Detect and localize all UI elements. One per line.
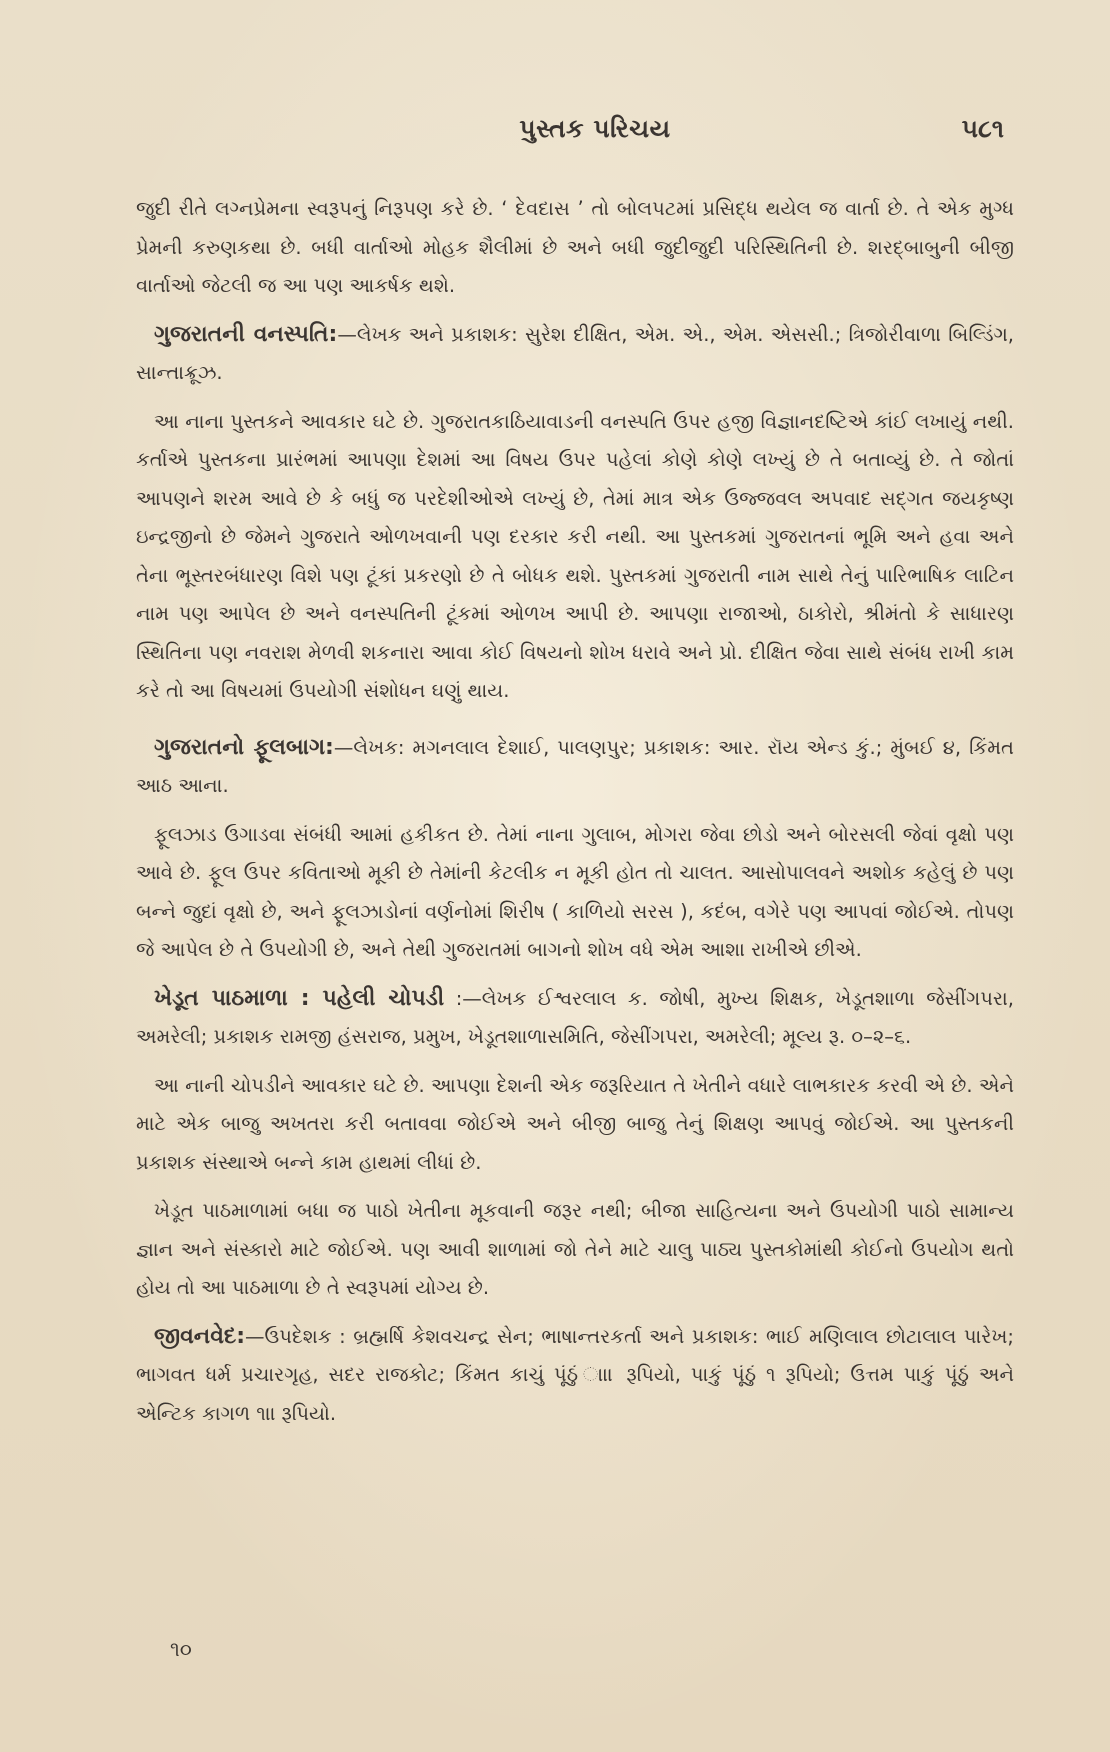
entry-meta: —લેખક અને પ્રકાશક: સુરેશ દીક્ષિત, એમ. એ., એમ. એસસી.; ત્રિજોરીવાળા બિલ્ડિંગ, સાન્તાક્રૂઝ. xyxy=(136,322,1015,384)
paragraph-review: ખેડૂત પાઠમાળામાં બધા જ પાઠો ખેતીના મૂકવાની જરૂર નથી; બીજા સાહિત્યના અને ઉપયોગી પાઠો સામાન્ય જ્ઞાન અને સંસ્કારો માટે જોઈએ. પણ આવી શાળામાં જો તેને માટે ચાલુ પાઠ્ય પુસ્તકોમાંથી કોઈનો ઉપયોગ થતો હોય તો આ પાઠમાળા છે તે સ્વરૂપમાં યોગ્ય છે. xyxy=(136,1199,1014,1299)
entry-title: ખેડૂત પાઠમાળા : પહેલી ચોપડી xyxy=(154,985,445,1011)
paragraph-review: ફૂલઝાડ ઉગાડવા સંબંધી આમાં હકીકત છે. તેમાં નાના ગુલાબ, મોગરા જેવા છોડો અને બોરસલી જેવાં વૃક્ષો પણ આવે છે. ફૂલ ઉપર કવિતાઓ મૂકી છે તેમાંની કેટલીક ન મૂકી હોત તો ચાલત. આસોપાલવને અશોક કહેલું છે પણ બન્ને જુદાં વૃક્ષો છે, અને ફૂલઝાડોનાં વર્ણનોમાં શિરીષ ( કાળિયો સરસ ), કદંબ, વગેરે પણ આપવાં જોઈએ. તોપણ જે આપેલ છે તે ઉપયોગી છે, અને તેથી ગુજરાતમાં બાગનો શોખ વધે એમ આશા રાખીએ છીએ. xyxy=(136,822,1014,961)
entry-title: જીવનવેદ: xyxy=(154,1323,245,1349)
entry-meta: —લેખક: મગનલાલ દેશાઈ, પાલણપુર; પ્રકાશક: આર. રૉય એન્ડ કું.; મુંબઈ ૪, કિંમત આઠ આના. xyxy=(136,735,1014,797)
entry-vanaspati xyxy=(136,316,1014,393)
running-head: પુસ્તક પરિચય xyxy=(519,114,671,143)
entry-khedut-pathmala xyxy=(136,980,1014,1057)
entry-meta: —ઉપદેશક : બ્રહ્મર્ષિ કેશવચન્દ્ર સેન; ભાષાન્તરકર્તા અને પ્રકાશક: ભાઈ મણિલાલ છોટાલાલ પારેખ; ભાગવત ધર્મ પ્રચારગૃહ, સદર રાજકોટ; કિંમત કાચું પૂંઠું ાાા રૂપિયો, પાકું પૂંઠું ૧ રૂપિયો; ઉત્તમ પાકું પૂંઠું અને એન્ટિક કાગળ ૧ાા રૂપિયો. xyxy=(136,1324,1014,1425)
entry-phoolbaag xyxy=(136,729,1014,806)
page-header xyxy=(136,114,1014,154)
paragraph-continuation: જુદી રીતે લગ્નપ્રેમના સ્વરૂપનું નિરૂપણ કરે છે. ‘ દેવદાસ ’ તો બોલપટમાં પ્રસિદ્ધ થયેલ જ વાર્તા છે. તે એક મુગ્ધ પ્રેમની કરુણકથા છે. બધી વાર્તાઓ મોહક શૈલીમાં છે અને બધી જુદીજુદી પરિસ્થિતિની છે. શરદ્બાબુની બીજી વાર્તાઓ જેટલી જ આ પણ આકર્ષક થશે. xyxy=(136,197,1014,297)
paragraph-review: આ નાના પુસ્તકને આવકાર ઘટે છે. ગુજરાતકાઠિયાવાડની વનસ્પતિ ઉપર હજી વિજ્ઞાનદષ્ટિએ કાંઈ લખાયું નથી. કર્તાએ પુસ્તકના પ્રારંભમાં આપણા દેશમાં આ વિષય ઉપર પહેલાં કોણે કોણે લખ્યું છે તે બતાવ્યું છે. તે જોતાં આપણને શરમ આવે છે કે બધું જ પરદેશીઓએ લખ્યું છે, તેમાં માત્ર એક ઉજ્જવલ અપવાદ સદ્ગત જયકૃષ્ણ ઇન્દ્રજીનો છે જેમને ગુજરાતે ઓળખવાની પણ દરકાર કરી નથી. આ પુસ્તકમાં ગુજરાતનાં ભૂમિ અને હવા અને તેના ભૂસ્તરબંધારણ વિશે પણ ટૂંકાં પ્રકરણો છે તે બોધક થશે. પુસ્તકમાં ગુજરાતી નામ સાથે તેનું પારિભાષિક લાટિન નામ પણ આપેલ છે અને વનસ્પતિની ટૂંકમાં ઓળખ આપી છે. આપણા રાજાઓ, ઠાકોરો, શ્રીમંતો કે સાધારણ સ્થિતિના પણ નવરાશ મેળવી શકનારા આવા કોઈ વિષયનો શોખ ધરાવે અને પ્રો. દીક્ષિત જેવા સાથે સંબંધ રાખી કામ કરે તો આ વિષયમાં ઉપયોગી સંશોધન ઘણું થાય. xyxy=(136,409,1014,702)
entry-title: ગુજરાતનો ફૂલબાગ: xyxy=(154,734,334,760)
entry-jivanved xyxy=(136,1318,1014,1434)
paragraph-review: આ નાની ચોપડીને આવકાર ઘટે છે. આપણા દેશની એક જરૂરિયાત તે ખેતીને વધારે લાભકારક કરવી એ છે. એને માટે એક બાજુ અખતરા કરી બતાવવા જોઈએ અને બીજી બાજુ તેનું શિક્ષણ આપવું જોઈએ. આ પુસ્તકની પ્રકાશક સંસ્થાએ બન્ને કામ હાથમાં લીધાં છે. xyxy=(136,1073,1014,1174)
page-number: ૫૮૧ xyxy=(961,114,1004,143)
entry-meta: :—લેખક ઈશ્વરલાલ ક. જોષી, મુખ્ય શિક્ષક, ખેડૂતશાળા જેસીંગપરા, અમરેલી; પ્રકાશક રામજી હંસરાજ, પ્રમુખ, ખેડૂતશાળાસમિતિ, જેસીંગપરા, અમરેલી; મૂલ્ય રૂ. ૦–૨–૬. xyxy=(136,986,1014,1048)
entry-title: ગુજરાતની વનસ્પતિ: xyxy=(154,321,338,347)
signature-mark: ૧૦ xyxy=(170,1637,192,1661)
